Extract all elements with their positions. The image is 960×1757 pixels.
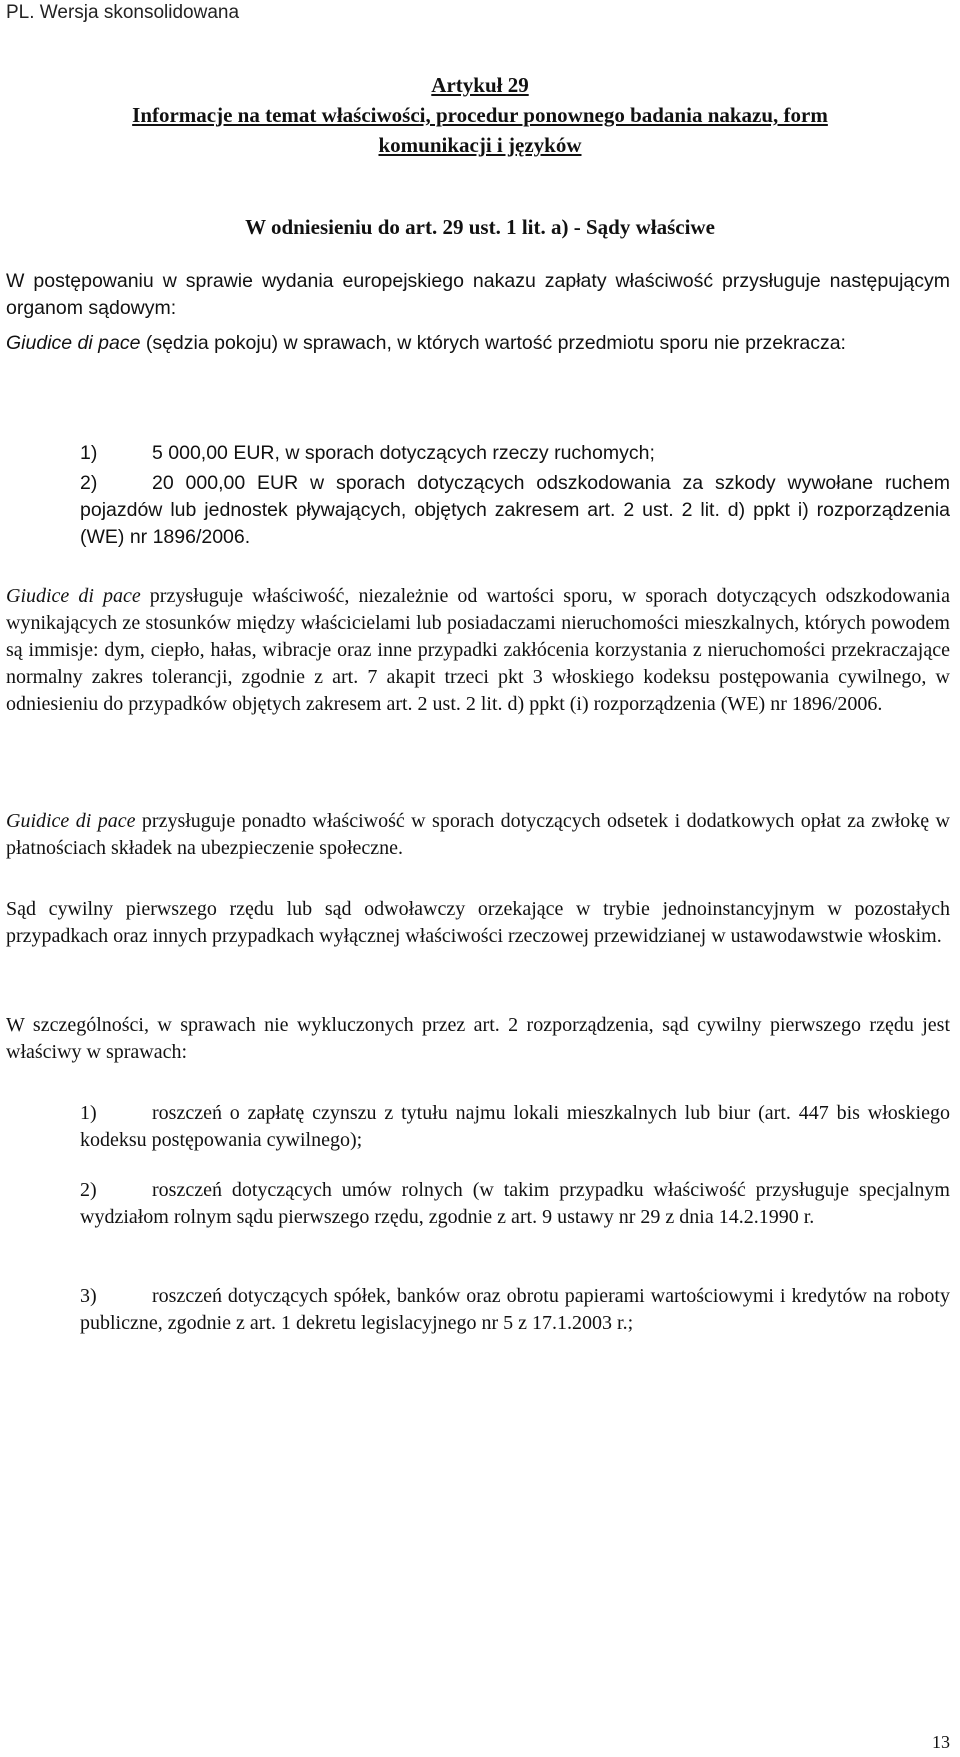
paragraph xyxy=(6,808,950,862)
list-item xyxy=(80,1283,950,1337)
italic-term: Giudice di pace xyxy=(6,332,141,354)
list-item xyxy=(80,1177,950,1231)
list-text: roszczeń o zapłatę czynszu z tytułu najmu lokali mieszkalnych lub biur (art. 447 bis włoskiego kodeksu postępowania cywilnego); xyxy=(80,1102,950,1151)
article-title-line: komunikacji i języków xyxy=(378,133,582,157)
list-text: roszczeń dotyczących spółek, banków oraz obrotu papierami wartościowymi i kredytów na roboty publiczne, zgodnie z art. 1 dekretu legislacyjnego nr 5 z 17.1.2003 r.; xyxy=(80,1285,950,1334)
article-title xyxy=(0,70,960,160)
paragraph xyxy=(6,330,950,357)
list-number: 1) xyxy=(80,1102,97,1124)
list-text: 5 000,00 EUR, w sporach dotyczących rzeczy ruchomych; xyxy=(152,442,655,464)
paragraph: Sąd cywilny pierwszego rzędu lub sąd odwoławczy orzekające w trybie jednoinstancyjnym w pozostałych przypadkach oraz innych przypadkach wyłącznej właściwości rzeczowej przewidzianej w ustawodawstwie włoskim. xyxy=(6,898,950,947)
paragraph: W postępowaniu w sprawie wydania europejskiego nakazu zapłaty właściwość przysługuje następującym organom sądowym: xyxy=(6,270,950,319)
italic-term: Giudice di pace xyxy=(6,585,141,607)
paragraph-text: przysługuje ponadto właściwość w sporach dotyczących odsetek i dodatkowych opłat za zwłokę w płatnościach składek na ubezpieczenie społeczne. xyxy=(6,810,951,859)
paragraph xyxy=(6,583,950,718)
paragraph: W szczególności, w sprawach nie wykluczonych przez art. 2 rozporządzenia, sąd cywilny pierwszego rzędu jest właściwy w sprawach: xyxy=(6,1014,950,1063)
list-number: 2) xyxy=(80,1179,97,1201)
list-text: roszczeń dotyczących umów rolnych (w takim przypadku właściwość przysługuje specjalnym wydziałom rolnym sądu pierwszego rzędu, zgodnie z art. 9 ustawy nr 29 z dnia 14.2.1990 r. xyxy=(80,1179,950,1228)
list-item xyxy=(80,1100,950,1154)
page-number: 13 xyxy=(932,1732,950,1752)
italic-term: Guidice di pace xyxy=(6,810,136,832)
section-subheading: W odniesieniu do art. 29 ust. 1 lit. a) - Sądy właściwe xyxy=(245,215,715,239)
list-item xyxy=(80,440,950,467)
list-text: 20 000,00 EUR w sporach dotyczących odszkodowania za szkody wywołane ruchem pojazdów lub jednostek pływających, objętych zakresem art. 2 ust. 2 lit. d) ppkt i) rozporządzenia (WE) nr 1896/2006. xyxy=(80,472,950,548)
paragraph-text: (sędzia pokoju) w sprawach, w których wartość przedmiotu sporu nie przekracza: xyxy=(140,332,846,354)
list-number: 1) xyxy=(80,442,98,464)
list-item xyxy=(80,470,950,551)
list-number: 3) xyxy=(80,1285,97,1307)
article-number: Artykuł 29 xyxy=(431,73,529,97)
paragraph-text: przysługuje właściwość, niezależnie od wartości sporu, w sporach dotyczących odszkodowania wynikających ze stosunków między właścicielami lub posiadaczami nieruchomości mieszkalnych, których powodem są immisje: dym, ciepło, hałas, wibracje oraz inne przypadki zakłócenia korzystania z nieruchomości przekraczające normalny zakres tolerancji, zgodnie z art. 7 akapit trzeci pkt 3 włoskiego kodeksu postępowania cywilnego, w odniesieniu do przypadków objętych zakresem art. 2 ust. 2 lit. d) ppkt (i) rozporządzenia (WE) nr 1896/2006. xyxy=(6,585,950,715)
article-title-line: Informacje na temat właściwości, procedur ponownego badania nakazu, form xyxy=(132,103,828,127)
page-header: PL. Wersja skonsolidowana xyxy=(6,2,240,23)
list-number: 2) xyxy=(80,472,98,494)
